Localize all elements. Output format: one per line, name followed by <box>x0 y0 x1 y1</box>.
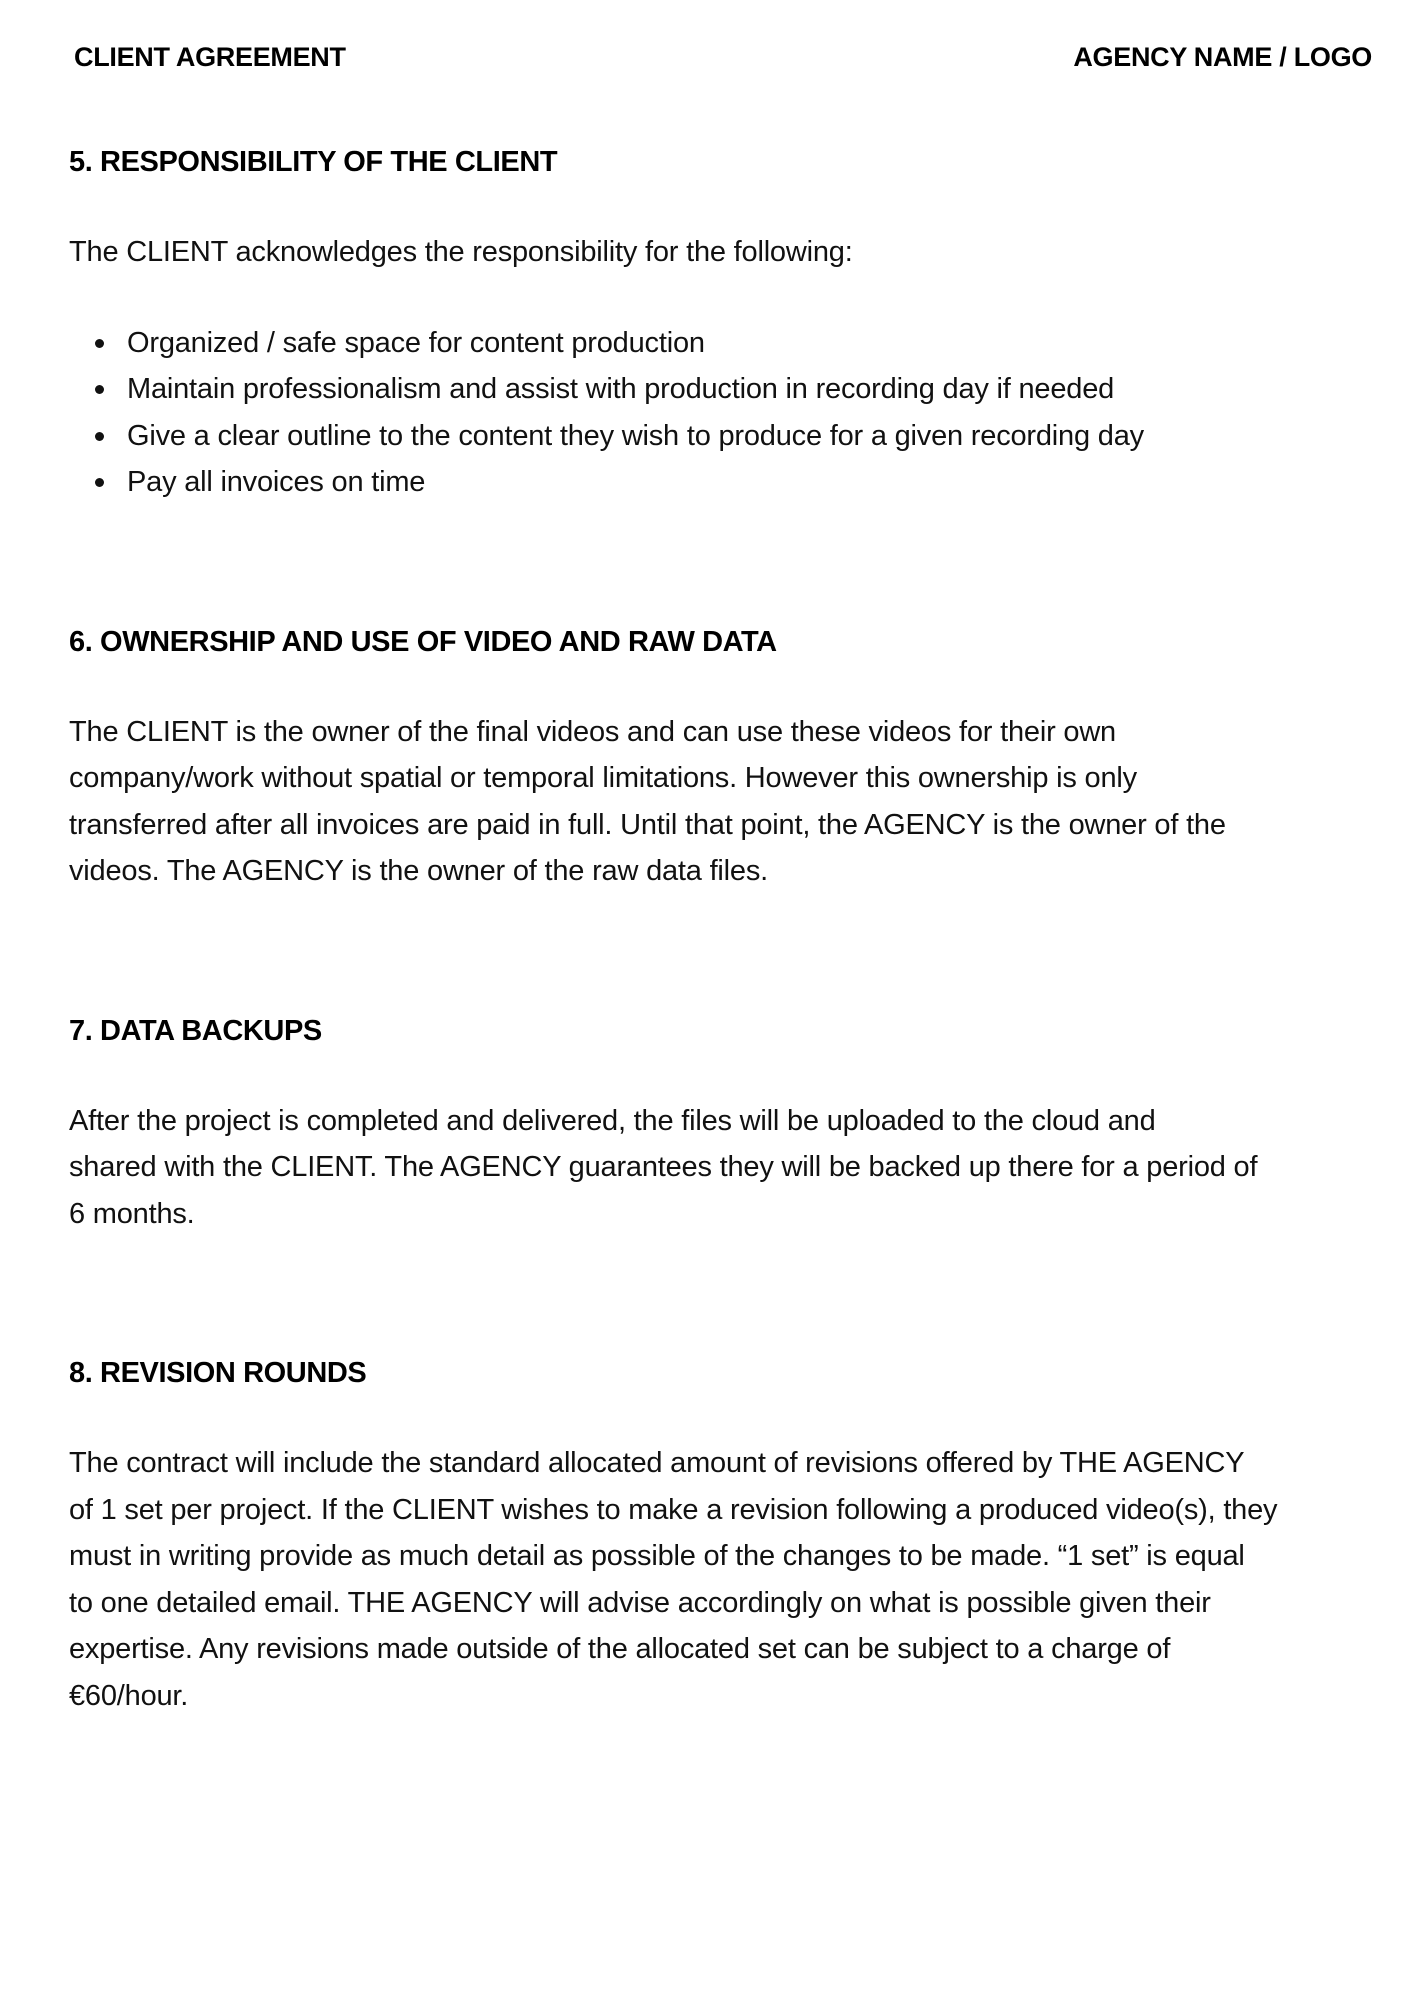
page-header <box>74 40 1372 74</box>
list-item-text: Organized / safe space for content production <box>127 326 705 359</box>
list-item <box>69 459 1359 506</box>
paragraph-line: transferred after all invoices are paid in full. Until that point, the AGENCY is the owner of the <box>69 808 1226 841</box>
section-paragraph <box>69 1440 1359 1719</box>
paragraph-line: expertise. Any revisions made outside of the allocated set can be subject to a charge of <box>69 1633 1171 1665</box>
paragraph-line: 6 months. <box>69 1197 195 1230</box>
section-heading: 6. OWNERSHIP AND USE OF VIDEO AND RAW DATA <box>69 625 777 658</box>
responsibility-list <box>69 320 1359 506</box>
section-paragraph <box>69 709 1359 895</box>
section-heading: 8. REVISION ROUNDS <box>69 1357 367 1389</box>
list-item <box>69 366 1359 413</box>
list-item <box>69 413 1359 460</box>
list-item-text: Maintain professionalism and assist with production in recording day if needed <box>127 373 1115 405</box>
paragraph-line: The contract will include the standard allocated amount of revisions offered by THE AGENCY <box>69 1447 1245 1479</box>
bullet-icon <box>95 432 104 441</box>
list-item <box>69 320 1359 367</box>
paragraph-line: €60/hour. <box>69 1679 189 1712</box>
paragraph-line: The CLIENT is the owner of the final videos and can use these videos for their own <box>69 715 1116 748</box>
bullet-icon <box>95 385 104 394</box>
paragraph-line: After the project is completed and delivered, the files will be uploaded to the cloud and <box>69 1104 1156 1137</box>
section-responsibility-of-client <box>69 138 1359 506</box>
paragraph-line: company/work without spatial or temporal limitations. However this ownership is only <box>69 762 1137 794</box>
bullet-icon <box>95 339 104 348</box>
document-title: CLIENT AGREEMENT <box>74 41 346 72</box>
section-heading: 7. DATA BACKUPS <box>69 1014 322 1047</box>
paragraph-line: shared with the CLIENT. The AGENCY guarantees they will be backed up there for a period of <box>69 1151 1258 1183</box>
document-body <box>69 138 1359 1719</box>
list-item-text: Give a clear outline to the content they wish to produce for a given recording day <box>127 419 1144 452</box>
agency-logo-text: AGENCY NAME / LOGO <box>1073 41 1372 72</box>
list-item-text: Pay all invoices on time <box>127 466 426 498</box>
paragraph-line: must in writing provide as much detail as possible of the changes to be made. “1 set” is equal <box>69 1540 1245 1572</box>
bullet-icon <box>95 478 104 487</box>
section-intro: The CLIENT acknowledges the responsibility for the following: <box>69 236 853 268</box>
paragraph-line: videos. The AGENCY is the owner of the raw data files. <box>69 855 768 887</box>
paragraph-line: to one detailed email. THE AGENCY will advise accordingly on what is possible given their <box>69 1586 1211 1619</box>
section-ownership-and-use <box>69 618 1359 895</box>
section-data-backups <box>69 1007 1359 1238</box>
section-heading: 5. RESPONSIBILITY OF THE CLIENT <box>69 146 558 178</box>
section-revision-rounds <box>69 1349 1359 1719</box>
section-paragraph <box>69 1098 1359 1238</box>
paragraph-line: of 1 set per project. If the CLIENT wishes to make a revision following a produced video(s), they <box>69 1493 1278 1526</box>
